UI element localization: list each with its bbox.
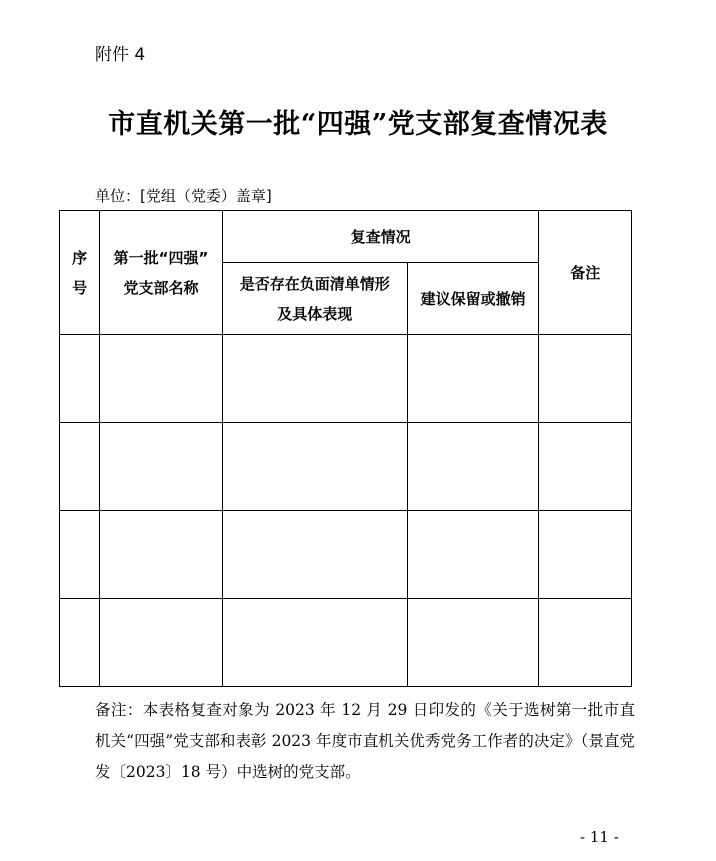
cell-negative — [222, 423, 407, 511]
attachment-label: 附件 4 — [95, 45, 146, 65]
header-remarks: 备注 — [539, 211, 632, 335]
header-keep-revoke: 建议保留或撤销 — [407, 263, 539, 335]
page-number: - 11 - — [580, 828, 619, 846]
cell-remarks — [539, 599, 632, 687]
cell-keep — [407, 423, 539, 511]
page-title: 市直机关第一批“四强”党支部复查情况表 — [108, 109, 608, 140]
table-row — [60, 335, 632, 423]
header-seq-line1: 序 — [72, 248, 88, 267]
table-row — [60, 423, 632, 511]
unit-seal-line: 单位：[党组（党委）盖章] — [95, 187, 272, 205]
cell-seq — [60, 599, 100, 687]
header-branch-name — [100, 211, 223, 335]
header-seq-line2: 号 — [72, 278, 88, 297]
table-row — [60, 511, 632, 599]
cell-name — [100, 423, 223, 511]
cell-keep — [407, 335, 539, 423]
cell-name — [100, 511, 223, 599]
review-table — [59, 210, 632, 687]
cell-name — [100, 335, 223, 423]
cell-name — [100, 599, 223, 687]
header-negative-list — [222, 263, 407, 335]
cell-seq — [60, 423, 100, 511]
footnote-remarks: 备注：本表格复查对象为 2023 年 12 月 29 日印发的《关于选树第一批市直机关“四强”党支部和表彰 2023 年度市直机关优秀党务工作者的决定》（景直党发〔2023〕18 号）中选树的党支部。 — [95, 701, 635, 781]
cell-seq — [60, 335, 100, 423]
header-negative-line2: 及具体表现 — [277, 304, 353, 323]
header-name-line1: 第一批“四强” — [113, 248, 209, 267]
cell-keep — [407, 511, 539, 599]
cell-negative — [222, 599, 407, 687]
header-review-group: 复查情况 — [222, 211, 539, 263]
table-header-row — [60, 211, 632, 263]
cell-keep — [407, 599, 539, 687]
header-name-line2: 党支部名称 — [123, 278, 199, 297]
cell-seq — [60, 511, 100, 599]
cell-negative — [222, 511, 407, 599]
header-seq — [60, 211, 100, 335]
cell-remarks — [539, 423, 632, 511]
cell-remarks — [539, 511, 632, 599]
cell-remarks — [539, 335, 632, 423]
table-row — [60, 599, 632, 687]
header-negative-line1: 是否存在负面清单情形 — [239, 274, 390, 293]
cell-negative — [222, 335, 407, 423]
